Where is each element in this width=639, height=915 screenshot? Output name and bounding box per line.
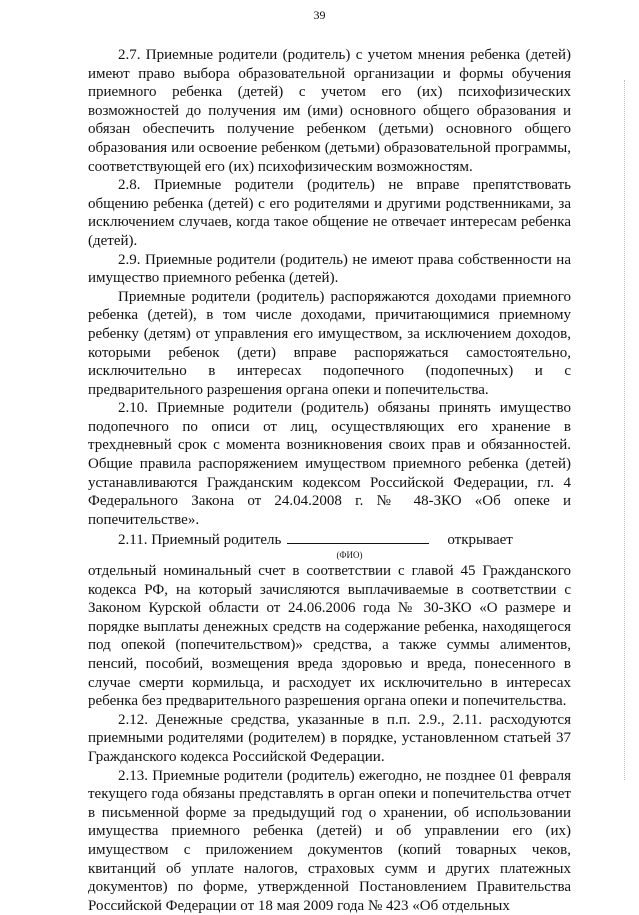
paragraph-2-11-end: открывает <box>447 532 513 549</box>
paragraph-2-7: 2.7. Приемные родители (родитель) с учетом мнения ребенка (детей) имеют право выбора образовательной организации и формы обучения приемного ребенка (детей) с учетом его (их) психофизических возможностей до получения им (ими) основного общего образования и обязан обеспечить получение ребенком (детьми) основного общего образования или освоение ребенком (детьми) образовательной программы, соответствующей его (их) психофизическим возможностям. <box>88 47 571 175</box>
paragraph-2-11-header <box>88 529 571 550</box>
scan-edge-dots <box>622 80 625 780</box>
paragraph-2-8: 2.8. Приемные родители (родитель) не вправе препятствовать общению ребенка (детей) с его родителями и другими родственниками, за исключением случаев, когда такое общение не отвечает интересам ребенка (детей). <box>88 177 571 249</box>
fio-caption: (ФИО) <box>336 550 363 561</box>
paragraph-2-12: 2.12. Денежные средства, указанные в п.п. 2.9., 2.11. расходуются приемными родителями (родителем) в порядке, установленном статьей 37 Гражданского кодекса Российской Федерации. <box>88 711 571 765</box>
paragraph-2-13: 2.13. Приемные родители (родитель) ежегодно, не позднее 01 февраля текущего года обязаны представлять в орган опеки и попечительства отчет в письменной форме за предыдущий год о хранении, об использовании имущества приемного ребенка (детей) и об управлении его (их) имуществом с приложением документов (копий товарных чеков, квитанций об уплате налогов, страховых сумм и других платежных документов) по форме, утвержденной Постановлением Правительства Российской Федерации от 18 мая 2009 года № 423 «Об отдельных <box>88 767 571 914</box>
page-number: 39 <box>313 8 326 22</box>
paragraph-income: Приемные родители (родитель) распоряжаются доходами приемного ребенка (детей), в том числе доходами, причитающимися приемному ребенку (детям) от управления его имуществом, за исключением доходов, которыми ребенок (дети) вправе распоряжаться самостоятельно, исключительно в интересах подопечного (подопечных) и с предварительного разрешения органа опеки и попечительства. <box>88 288 571 398</box>
document-body <box>88 46 571 915</box>
paragraph-2-10: 2.10. Приемные родители (родитель) обязаны принять имущество подопечного по описи от лиц, осуществляющих его хранение в трехдневный срок с момента возникновения своих прав и обязанностей. Общие правила распоряжением имуществом приемного ребенка (детей) устанавливаются Гражданским кодексом Российской Федерации, гл. 4 Федерального Закона от 24.04.2008 г. № 48-ЗКО «Об опеке и попечительстве». <box>88 400 571 528</box>
paragraph-2-11-start: 2.11. Приемный родитель <box>118 532 282 549</box>
paragraph-2-9: 2.9. Приемные родители (родитель) не имеют права собственности на имущество приемного ребенка (детей). <box>88 251 571 287</box>
paragraph-2-11-body: отдельный номинальный счет в соответствии с главой 45 Гражданского кодекса РФ, на который зачисляются выплачиваемые в соответствии с Законом Курской области от 24.06.2006 года № 30-ЗКО «О размере и порядке выплаты денежных средств на содержание ребенка, находящегося под опекой (попечительством)» средства, а также суммы алиментов, пенсий, пособий, возмещения вреда здоровью и вреда, понесенного в случае смерти кормильца, и расходует их исключительно в интересах ребенка без предварительного разрешения органа опеки и попечительства. <box>88 563 571 710</box>
name-blank-field <box>287 529 429 544</box>
